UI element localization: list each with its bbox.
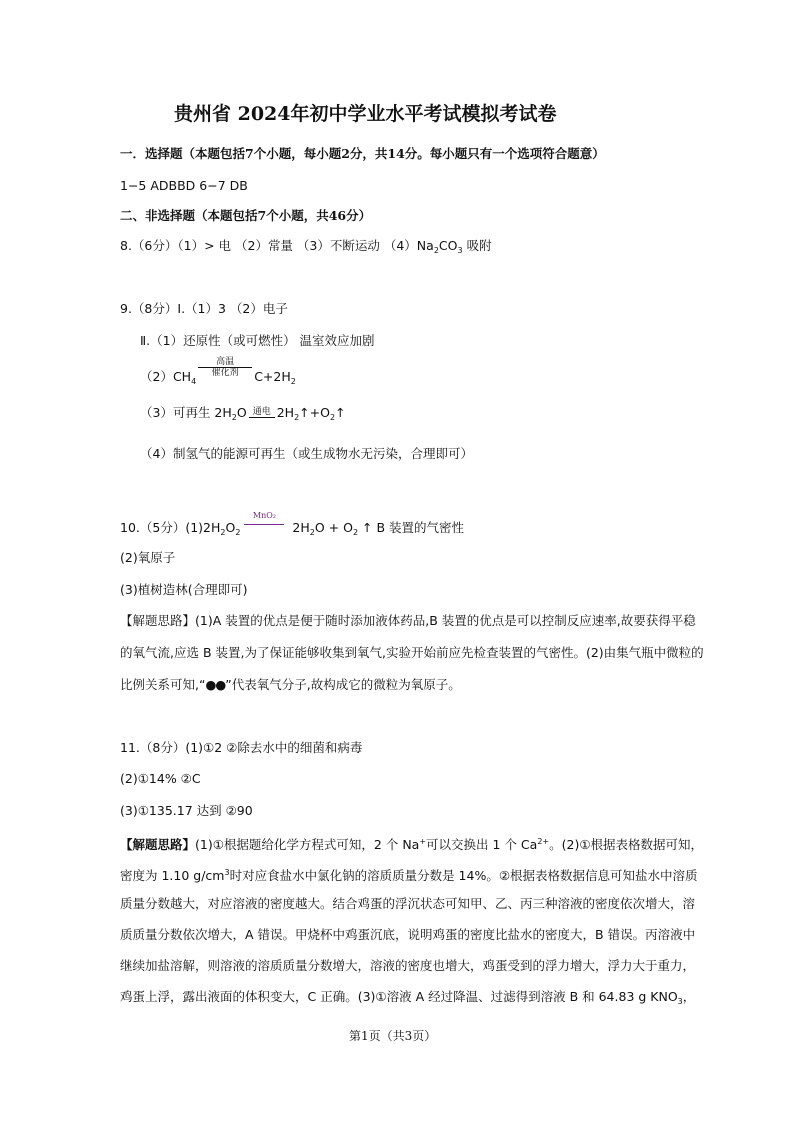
q11-t1c: 可以交换出 1 个 Ca — [426, 837, 538, 852]
q9-l4d: ↑+O — [299, 405, 330, 420]
section2-heading: 二、非选择题（本题包括7个小题，共46分） — [120, 208, 372, 223]
q11-line3: (3)①135.17 达到 ②90 — [120, 803, 253, 818]
q9-line1: 9.（8分）Ⅰ.（1）3 （2）电子 — [120, 301, 288, 316]
cond-bar — [249, 417, 275, 418]
cond-bot: 催化剂 — [211, 368, 239, 378]
q10-line3: (3)植树造林(合理即可) — [120, 582, 248, 597]
q9-line4 — [140, 405, 346, 426]
q8-sub: 2 — [433, 246, 439, 255]
q9-line5: （4）制氢气的能源可再生（或生成物水无污染，合理即可） — [140, 446, 473, 461]
q11-line1: 11.（8分）(1)①2 ②除去水中的细菌和病毒 — [120, 740, 363, 755]
q10-line1 — [120, 511, 465, 541]
catalyst-bar — [244, 524, 284, 525]
q10-think1: 【解题思路】(1)A 装置的优点是便于随时添加液体药品,B 装置的优点是可以控制反应速率,故要获得平稳 — [120, 613, 696, 628]
q10-think3 — [120, 677, 461, 693]
q8-tail: 吸附 — [462, 238, 492, 253]
q11-t2a: 密度为 1.10 g/cm — [120, 868, 225, 883]
q8-sub2: 3 — [457, 246, 463, 255]
q10-think3a: 比例关系可知,“ — [120, 677, 206, 692]
q9-l3sub2: 2 — [290, 377, 296, 386]
q11-t1sup2: 2+ — [537, 837, 550, 846]
q11-think-label: 【解题思路】 — [120, 837, 196, 852]
q11-t6a: 鸡蛋上浮，露出液面的体积变大，C 正确。(3)①溶液 A 经过降温、过滤得到溶液 B 和 64.83 g KNO — [120, 989, 678, 1004]
q11-t6b: ， — [682, 989, 696, 1004]
q9-l4sub3: 2 — [329, 413, 336, 422]
page-title: 贵州省 2024年初中学业水平考试模拟考试卷 — [174, 103, 557, 125]
q9-l4b: O — [236, 405, 247, 420]
q9-l4e: ↑ — [335, 405, 346, 420]
q9-l4sub2: 2 — [294, 413, 300, 422]
q9-l4a: （3）可再生 2H — [140, 405, 232, 420]
q10-line2: (2)氧原子 — [120, 550, 176, 565]
q8-co: CO — [438, 238, 458, 253]
q10-l1c: 2H — [288, 520, 310, 535]
q10-think2: 的氧气流,应选 B 装置,为了保证能够收集到氧气,实验开始前应先检查装置的气密性。(2)由集气瓶中微粒的 — [120, 645, 704, 660]
q11-t1d: 。(2)①根据表格数据可知， — [549, 837, 704, 852]
q10-l1d: O + O — [314, 520, 353, 535]
q10-l1e: ↑ B 装置的气密性 — [358, 520, 465, 535]
q8-text: 8.（6分）（1）> 电 （2）常量 （3）不断运动 （4）Na — [120, 238, 434, 253]
cond-top: 通电 — [252, 407, 271, 417]
catalyst-label: MnO₂ — [252, 511, 276, 520]
q11-t1b: (1)①根据题给化学方程式可知，2 个 Na — [195, 837, 420, 852]
q10-l1a: 10.（5分）(1)2H — [120, 520, 221, 535]
q11-think1 — [120, 834, 703, 853]
catalyst-condition — [244, 511, 284, 532]
q10-l1sub: 2 — [220, 528, 226, 537]
page-footer: 第1页（共3页） — [349, 1029, 437, 1043]
section1-heading: 一．选择题（本题包括7个小题，每小题2分，共14分。每小题只有一个选项符合题意） — [120, 146, 605, 161]
oxygen-molecule-icon: ●● — [205, 677, 226, 692]
q11-think2 — [120, 865, 698, 884]
q9-l4c: 2H — [276, 405, 295, 420]
section1-answers: 1−5 ADBBD 6−7 DB — [120, 178, 248, 193]
q11-t1sup: + — [419, 837, 427, 846]
q9-l3b: C+2H — [254, 369, 291, 384]
q11-think3: 质量分数越大，对应溶液的密度越大。结合鸡蛋的浮沉状态可知甲、乙、丙三种溶液的密度依次增大，溶 — [120, 896, 696, 911]
q10-l1sub4: 2 — [352, 528, 359, 537]
q11-t2b: 时对应食盐水中氯化钠的溶质质量分数是 14%。②根据表格数据信息可知盐水中溶质 — [229, 868, 698, 883]
electrolysis-condition — [249, 407, 275, 418]
q9-line3 — [140, 357, 296, 390]
cond-top: 高温 — [216, 357, 235, 367]
q11-t2sup: 3 — [224, 868, 230, 877]
q10-l1b: O — [225, 520, 236, 535]
q11-think5: 继续加盐溶解，则溶液的溶质质量分数增大，溶液的密度也增大，鸡蛋受到的浮力增大，浮力大于重力， — [120, 958, 696, 973]
q10-l1sub2: 2 — [235, 528, 241, 537]
reaction-condition — [198, 357, 252, 378]
q10-l1sub3: 2 — [309, 528, 315, 537]
q11-think6 — [120, 989, 695, 1010]
q11-think4: 质质量分数依次增大，A 错误。甲烧杯中鸡蛋沉底，说明鸡蛋的密度比盐水的密度大，B 错误。丙溶液中 — [120, 927, 696, 942]
q9-line2: Ⅱ.（1）还原性（或可燃性） 温室效应加剧 — [140, 333, 375, 348]
q8-answer — [120, 238, 492, 259]
q9-l3sub: 4 — [191, 377, 197, 386]
q9-l4sub: 2 — [231, 413, 237, 422]
q11-line2: (2)①14% ②C — [120, 771, 201, 786]
q11-t6sub: 3 — [677, 997, 683, 1006]
q10-think3b: ”代表氧气分子,故构成它的微粒为氧原子。 — [225, 677, 461, 692]
q9-l3a: （2）CH — [140, 369, 192, 384]
